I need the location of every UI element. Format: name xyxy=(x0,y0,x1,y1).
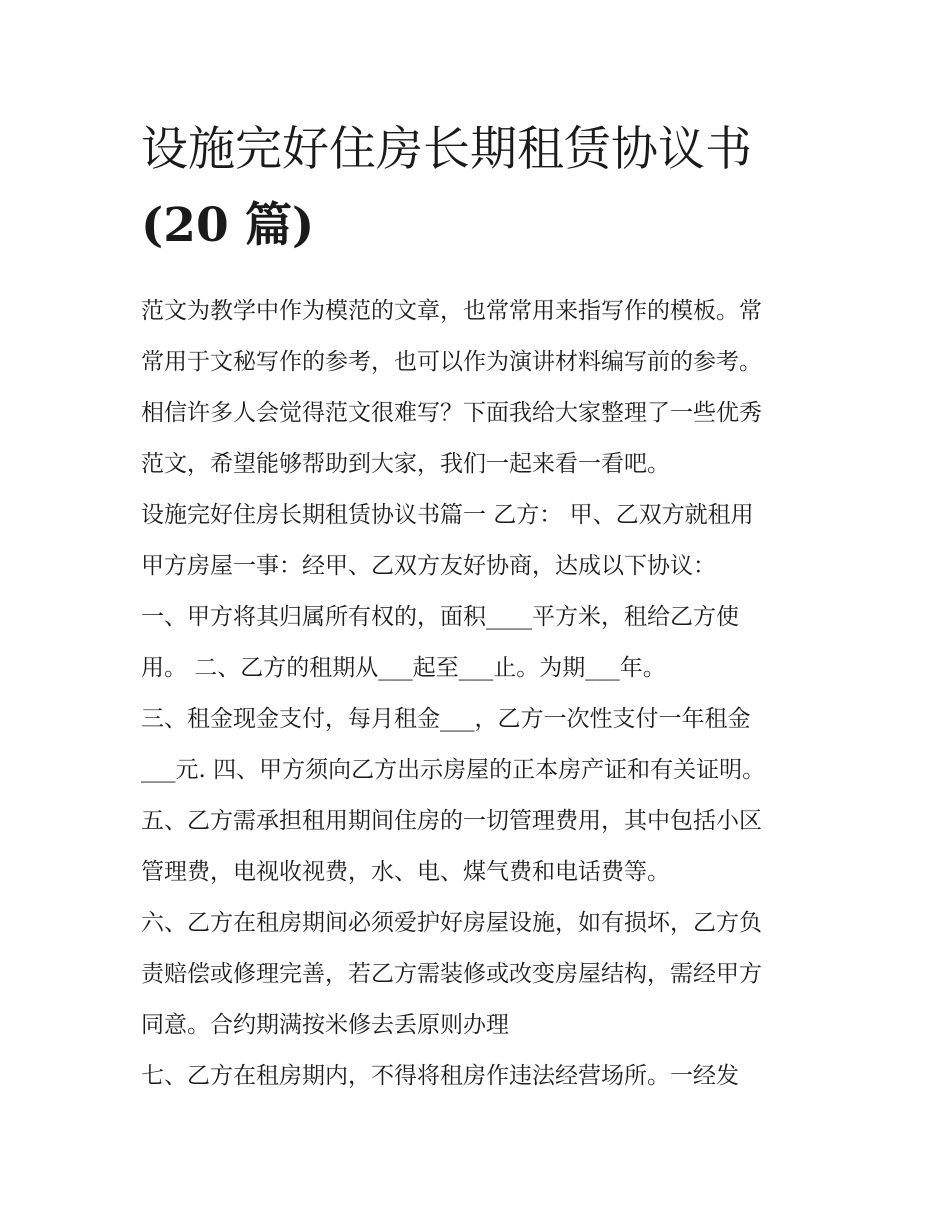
body-line: 三、租金现金支付，每月租金___，乙方一次性支付一年租金 xyxy=(141,706,751,732)
body-line: 范文为教学中作为模范的文章，也常常用来指写作的模板。常 xyxy=(141,298,762,324)
body-line: 七、乙方在租房期内，不得将租房作违法经营场所。一经发 xyxy=(141,1063,739,1089)
body-line: 六、乙方在租房期间必须爱护好房屋设施，如有损坏，乙方负 xyxy=(141,910,762,936)
document-body xyxy=(141,286,821,1102)
body-line: 范文，希望能够帮助到大家，我们一起来看一看吧。 xyxy=(141,451,670,477)
body-line: 相信许多人会觉得范文很难写？下面我给大家整理了一些优秀 xyxy=(141,400,762,426)
document-page xyxy=(141,112,821,1102)
body-line: 常用于文秘写作的参考，也可以作为演讲材料编写前的参考。 xyxy=(141,349,762,375)
title-line-1: 设施完好住房长期租赁协议书 xyxy=(141,122,752,177)
body-line: 管理费，电视收视费，水、电、煤气费和电话费等。 xyxy=(141,859,670,885)
body-line: 用。 二、乙方的租期从___起至___止。为期___年。 xyxy=(141,655,666,681)
document-title xyxy=(141,112,821,264)
body-line: 设施完好住房长期租赁协议书篇一 乙方： 甲、乙双方就租用 xyxy=(141,502,754,528)
body-line: 甲方房屋一事：经甲、乙双方友好协商，达成以下协议： xyxy=(141,553,716,579)
title-line-2: (20 篇) xyxy=(141,198,315,253)
body-line: 一、甲方将其归属所有权的，面积____平方米，租给乙方使 xyxy=(141,604,739,630)
body-line: ___元. 四、甲方须向乙方出示房屋的正本房产证和有关证明。 xyxy=(141,757,766,783)
body-line: 责赔偿或修理完善，若乙方需装修或改变房屋结构，需经甲方 xyxy=(141,961,762,987)
body-line: 同意。合约期满按米修去丢原则办理 xyxy=(141,1012,509,1038)
body-line: 五、乙方需承担租用期间住房的一切管理费用，其中包括小区 xyxy=(141,808,762,834)
